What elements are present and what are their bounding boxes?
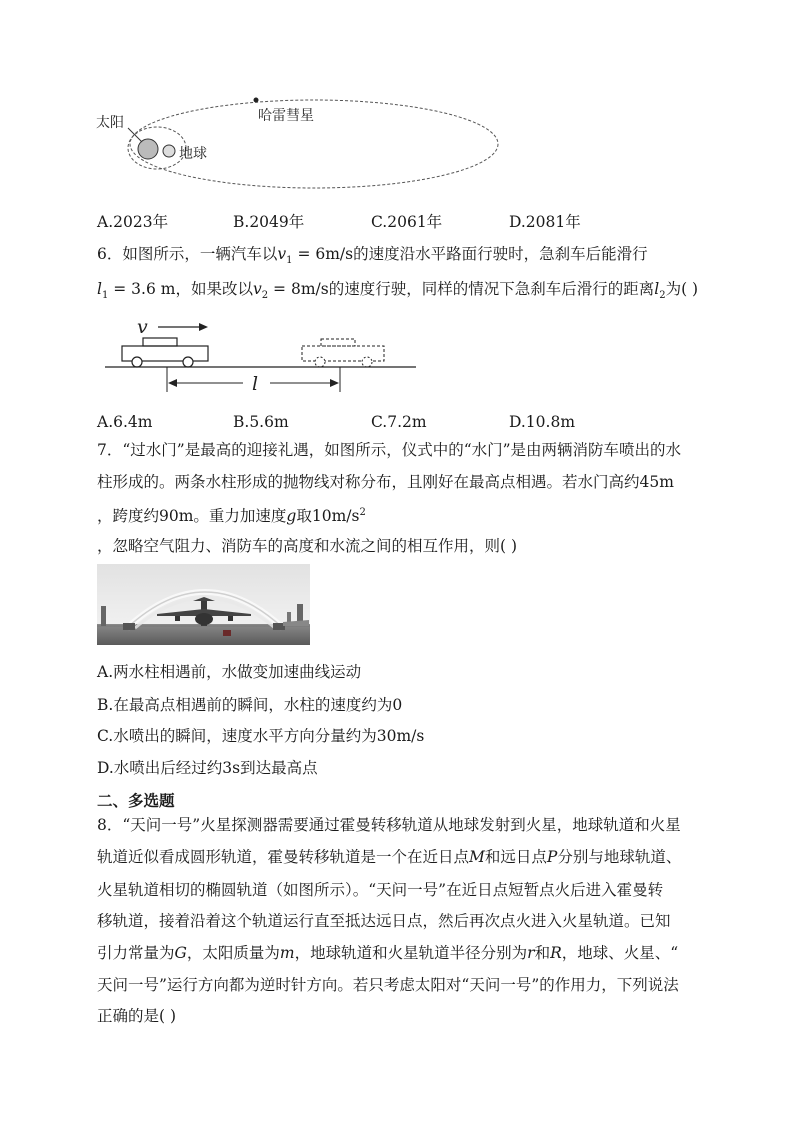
q5-option-a[interactable]: A.2023年 [97, 213, 169, 231]
l1-symbol: l [97, 280, 102, 298]
orbit-figure [90, 92, 510, 202]
v1-subscript: 1 [286, 255, 293, 267]
v1-symbol: v [277, 245, 287, 263]
q5-option-d[interactable]: D.2081年 [509, 213, 581, 231]
q7-line-4: ，忽略空气阻力、消防车的高度和水流之间的相互作用，则( ) [97, 537, 518, 555]
q7-line-3 [97, 502, 366, 527]
comet [254, 98, 259, 103]
q8-text: ，地球、火星、“ [561, 944, 679, 962]
q6-option-b[interactable]: B.5.6m [233, 413, 289, 431]
q7-option-c[interactable]: C.水喷出的瞬间，速度水平方向分量约为30m/s [97, 727, 425, 745]
q6-option-c[interactable]: C.7.2m [371, 413, 427, 431]
q6-text: 的速度沿水平路面行驶时，急刹车后能滑行 [353, 245, 648, 263]
q6-text: ，如果改以 [175, 280, 253, 298]
earth [163, 145, 175, 157]
car-figure [100, 314, 420, 396]
exponent: 2 [359, 507, 366, 518]
q6-option-a[interactable]: A.6.4m [97, 413, 153, 431]
q5-option-c[interactable]: C.2061年 [371, 213, 443, 231]
distance-arrowhead-left [168, 379, 177, 387]
q5-option-b[interactable]: B.2049年 [233, 213, 305, 231]
q7-line-1: 7．“过水门”是最高的迎接礼遇，如图所示，仪式中的“水门”是由两辆消防车喷出的水 [97, 441, 682, 459]
q7-text: ，跨度约90m。重力加速度 [97, 507, 287, 526]
q6-option-d[interactable]: D.10.8m [509, 413, 576, 431]
q7-text: 取10m/s [296, 507, 360, 526]
v2-value: = 8m/s [268, 280, 329, 298]
q6-text: 6．如图所示，一辆汽车以 [97, 245, 278, 263]
q8-text: ，太阳质量为 [186, 944, 280, 962]
car-wheel [132, 357, 142, 367]
sun [138, 139, 158, 159]
q8-line-2 [97, 846, 681, 868]
car-wheel [183, 357, 193, 367]
v1-value: = 6m/s [292, 245, 354, 263]
q6-line-2 [97, 278, 698, 307]
radius-R-symbol: R [550, 944, 562, 962]
velocity-label: v [137, 316, 148, 338]
q8-line-5 [97, 942, 678, 964]
ghost-car-wheel [362, 357, 372, 367]
comet-orbit [130, 100, 498, 188]
section-heading-multiple-choice: 二、多选题 [97, 792, 175, 810]
q8-text: 和 [534, 944, 551, 962]
q8-text: 轨道近似看成圆形轨道，霍曼转移轨道是一个在近日点 [97, 848, 470, 866]
q8-line-4: 移轨道，接着沿着这个轨道运行直至抵达远日点，然后再次点火进入火星轨道。已知 [97, 912, 671, 930]
q7-option-a[interactable]: A.两水柱相遇前，水做变加速曲线运动 [97, 663, 362, 681]
distance-label: l [252, 373, 259, 395]
q8-text: 和远日点 [484, 848, 547, 866]
ghost-car-wheel [315, 357, 325, 367]
q8-line-6: 天问一号”运行方向都为逆时针方向。若只考虑太阳对“天问一号”的作用力，下列说法 [97, 976, 679, 994]
v2-subscript: 2 [261, 290, 269, 302]
comet-label: 哈雷彗星 [258, 108, 314, 124]
point-m-symbol: M [469, 848, 485, 866]
q8-line-3: 火星轨道相切的椭圆轨道（如图所示）。“天问一号”在近日点短暂点火后进入霍曼转 [97, 881, 664, 899]
distance-arrowhead-right [330, 379, 339, 387]
g-constant-symbol: G [174, 944, 187, 962]
l2-symbol: l [654, 280, 660, 298]
water-gate-photo-art [97, 564, 310, 645]
q8-text: 分别与地球轨道、 [557, 848, 682, 866]
q7-line-2: 柱形成的。两条水柱形成的抛物线对称分布，且刚好在最高点相遇。若水门高约45m [97, 473, 674, 491]
l1-subscript: 1 [101, 290, 109, 302]
q7-option-d[interactable]: D.水喷出后经过约3s到达最高点 [97, 759, 318, 777]
g-symbol: g [286, 507, 297, 526]
earth-label: 地球 [179, 146, 207, 162]
q6-line-1 [97, 243, 648, 272]
v2-symbol: v [252, 280, 262, 298]
water-gate-photo [97, 564, 310, 645]
q6-text: 为( ) [665, 280, 699, 298]
car-roof [143, 338, 177, 346]
q7-option-b[interactable]: B.在最高点相遇前的瞬间，水柱的速度约为0 [97, 696, 403, 714]
l1-value: = 3.6 m [108, 280, 176, 298]
q8-line-1: 8．“天问一号”火星探测器需要通过霍曼转移轨道从地球发射到火星，地球轨道和火星 [97, 816, 681, 834]
sun-label: 太阳 [96, 115, 124, 131]
ghost-car-body [302, 346, 384, 361]
q8-text: ，地球轨道和火星轨道半径分别为 [294, 944, 528, 962]
radius-r-symbol: r [527, 944, 535, 962]
q6-text: 的速度行驶，同样的情况下急刹车后滑行的距离 [328, 280, 655, 298]
ghost-car-roof [321, 339, 355, 346]
l2-subscript: 2 [659, 290, 666, 302]
mass-symbol: m [279, 944, 295, 962]
q8-text: 引力常量为 [97, 944, 175, 962]
velocity-arrowhead [199, 323, 208, 331]
point-p-symbol: P [546, 848, 558, 866]
q8-line-7: 正确的是( ) [97, 1007, 177, 1025]
